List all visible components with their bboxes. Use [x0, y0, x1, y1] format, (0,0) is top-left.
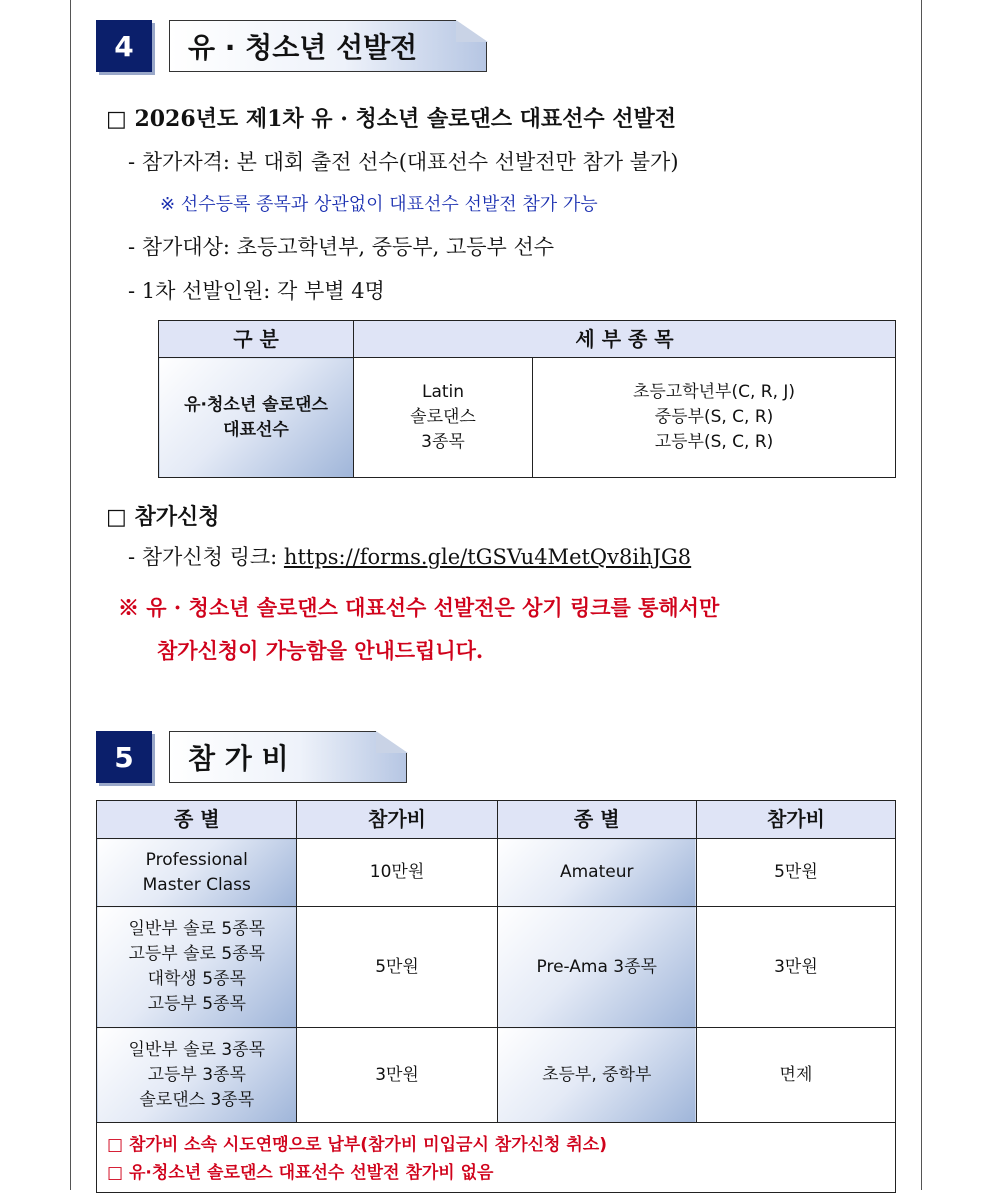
section-5-title-box [169, 731, 407, 783]
section-5-title: 참 가 비 [188, 742, 289, 775]
fee-header-fee-2: 참가비 [696, 801, 895, 839]
fee-amount-cell: 3만원 [297, 1028, 497, 1123]
category-cell: 유·청소년 솔로댄스 대표선수 [159, 358, 354, 478]
fee-amount-cell: 10만원 [297, 839, 497, 907]
apply-label: - 참가신청 링크: [128, 545, 284, 569]
divisions-cell: 초등고학년부(C, R, J) 중등부(S, C, R) 고등부(S, C, R) [533, 358, 896, 478]
eligibility-item: - 참가자격: 본 대회 출전 선수(대표선수 선발전만 참가 불가) [128, 150, 679, 174]
table-row [97, 839, 896, 907]
table-row [97, 1028, 896, 1123]
fee-header-fee-1: 참가비 [297, 801, 497, 839]
event-cell: Latin 솔로댄스 3종목 [354, 358, 533, 478]
header-detail: 세 부 종 목 [354, 321, 896, 358]
fee-type-cell: Pre-Ama 3종목 [497, 907, 696, 1028]
fee-type-cell: Amateur [497, 839, 696, 907]
warning-line-1: ※ 유 · 청소년 솔로댄스 대표선수 선발전은 상기 링크를 통해서만 [118, 595, 720, 620]
section-4-heading: □ 2026년도 제1차 유 · 청소년 솔로댄스 대표선수 선발전 [106, 106, 677, 132]
fee-notes-row [97, 1123, 896, 1193]
fee-amount-cell: 5만원 [696, 839, 895, 907]
section-4-number: 4 [96, 20, 152, 72]
header-category: 구 분 [159, 321, 354, 358]
fee-type-cell: Professional Master Class [97, 839, 297, 907]
section-4-title-box [169, 20, 487, 72]
selection-table [158, 320, 896, 478]
fee-amount-cell: 5만원 [297, 907, 497, 1028]
fee-header-type-2: 종 별 [497, 801, 696, 839]
fee-note-payment: □ 참가비 소속 시도연맹으로 납부(참가비 미입금시 참가신청 취소) [107, 1135, 608, 1155]
table-row [97, 907, 896, 1028]
apply-heading: □ 참가신청 [106, 504, 220, 530]
selection-count-item: - 1차 선발인원: 각 부별 4명 [128, 279, 385, 303]
apply-link[interactable]: https://forms.gle/tGSVu4MetQv8ihJG8 [283, 545, 692, 569]
registration-note: ※ 선수등록 종목과 상관없이 대표선수 선발전 참가 가능 [160, 194, 598, 215]
page-fold-icon [376, 731, 408, 753]
fee-amount-cell: 면제 [696, 1028, 895, 1123]
fee-type-cell: 초등부, 중학부 [497, 1028, 696, 1123]
page-fold-icon [456, 20, 488, 42]
fee-type-cell: 일반부 솔로 3종목 고등부 3종목 솔로댄스 3종목 [97, 1028, 297, 1123]
fee-amount-cell: 3만원 [696, 907, 895, 1028]
target-item: - 참가대상: 초등고학년부, 중등부, 고등부 선수 [128, 235, 555, 259]
fee-header-type-1: 종 별 [97, 801, 297, 839]
warning-line-2: 참가신청이 가능함을 안내드립니다. [157, 638, 484, 663]
fee-note-free: □ 유·청소년 솔로댄스 대표선수 선발전 참가비 없음 [107, 1163, 494, 1183]
section-4-title: 유 · 청소년 선발전 [188, 31, 418, 64]
fee-type-cell: 일반부 솔로 5종목 고등부 솔로 5종목 대학생 5종목 고등부 5종목 [97, 907, 297, 1028]
fee-table [96, 800, 896, 1193]
section-5-number: 5 [96, 731, 152, 783]
apply-line [128, 541, 691, 571]
